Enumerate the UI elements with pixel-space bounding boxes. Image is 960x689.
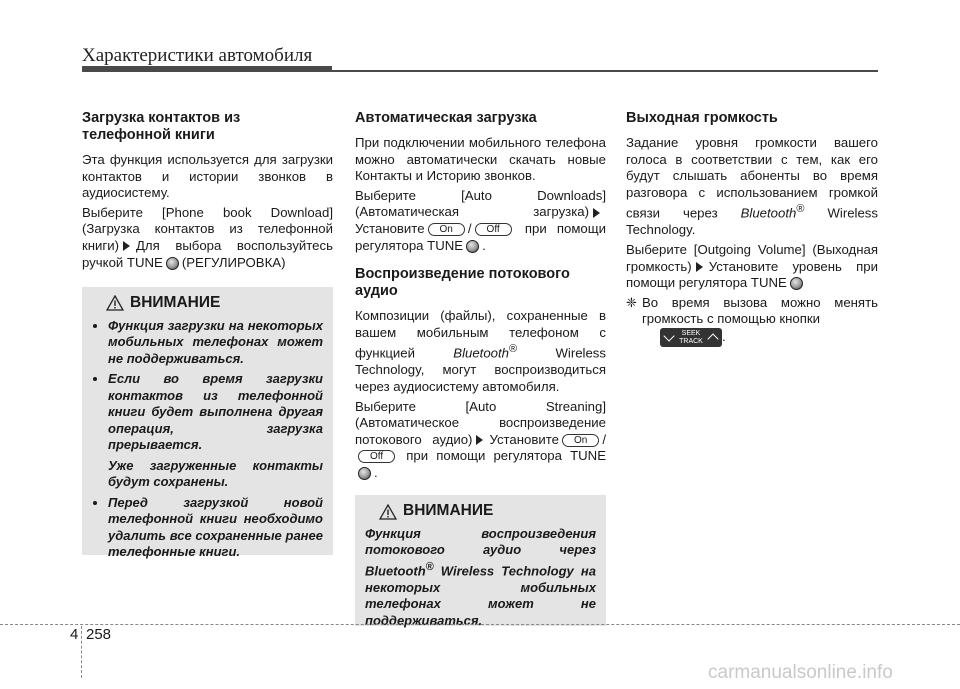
paragraph-phonebook-intro: Эта функция используется для загрузки контактов и истории звонков в аудиосистему. (82, 152, 333, 201)
warning-title (106, 295, 323, 312)
track-label: TRACK (679, 337, 703, 345)
text-with-tune: при помощи регулятора TUNE (355, 220, 606, 253)
arrow-right-icon (123, 241, 130, 251)
header-rule-thick (82, 66, 332, 72)
text-with-tune: при помощи регулятора TUNE (406, 448, 606, 464)
paragraph-phonebook-select (82, 205, 333, 271)
text-registered: ® (796, 203, 805, 216)
heading-outgoing-volume: Выходная громкость (626, 110, 778, 126)
off-button-icon: Off (475, 223, 512, 236)
text-select-phonebook: Выберите [Phone book Download] (Загрузка контактов из телефонной книги) (82, 204, 333, 253)
column-auto-download (355, 110, 606, 626)
warning-item: • Перед загрузкой новой телефонной книги необходимо удалить все сохраненные ранее телефонные книги. (108, 495, 323, 561)
warning-triangle-icon (379, 504, 397, 520)
warning-continuation: Уже загруженные контакты будут сохранены. (108, 457, 323, 490)
header-rule-thin (332, 70, 878, 72)
footer-dashed-divider (81, 626, 82, 678)
paragraph-streaming-intro (355, 308, 606, 395)
warning-title-text: ВНИМАНИЕ (403, 502, 494, 520)
text-regulation: (РЕГУЛИРОВКА) (181, 254, 286, 270)
arrow-right-icon (593, 208, 600, 218)
warning-title (379, 503, 596, 520)
tune-knob-icon (166, 257, 179, 270)
text-slash: / (467, 220, 472, 236)
warning-text-b: Wireless Technology на некоторых мобильных телефонах может не поддерживаться. (365, 563, 596, 628)
warning-item: • Функция загрузки на некоторых мобильных телефонах может не поддерживаться. (108, 318, 323, 368)
page-header-title: Характеристики автомобиля (82, 45, 313, 66)
tune-knob-icon (466, 240, 479, 253)
text-registered: ® (509, 343, 518, 356)
warning-triangle-icon (106, 295, 124, 311)
column-outgoing-volume (626, 110, 878, 347)
paragraph-volume-intro (626, 135, 878, 239)
warning-box-phonebook (82, 287, 333, 560)
text-bluetooth: Bluetooth (740, 205, 797, 221)
seek-track-button-icon (660, 328, 722, 347)
text-period: . (722, 328, 726, 344)
text-set: Установите (355, 220, 425, 236)
text-set-level: Установите уровень при помощи регулятора TUNE (626, 258, 878, 291)
paragraph-streaming-select (355, 399, 606, 482)
text-period: . (482, 237, 486, 253)
arrow-right-icon (696, 262, 703, 272)
column-phonebook (82, 110, 333, 560)
heading-auto-download: Автоматическая загрузка (355, 110, 537, 126)
text-select-volume: Выберите [Outgoing Volume] (Выходная громкость) (626, 241, 878, 274)
text-select-streaming: Выберите [Auto Streaning] (Автоматическое воспроизведение потокового аудио) (355, 398, 606, 447)
footer-dashed-rule (0, 624, 960, 625)
text-volume-b: Wireless Technology. (626, 205, 878, 238)
text-streaming-b: Wireless Technology, могут воспроизводиться через аудиосистему автомобиля. (355, 345, 606, 394)
arrow-right-icon (476, 435, 483, 445)
page-number: 258 (86, 626, 112, 643)
tune-knob-icon (358, 467, 371, 480)
chapter-number: 4 (70, 626, 79, 643)
watermark: carmanualsonline.info (708, 662, 893, 683)
warning-text (365, 526, 596, 629)
text-registered: ® (425, 560, 434, 573)
warning-list (92, 318, 323, 454)
text-slash: / (602, 431, 606, 447)
warning-item: • Если во время загрузки контактов из телефонной книги будет выполнена другая операция, загрузка прерывается. (108, 371, 323, 454)
text-bluetooth: Bluetooth (453, 345, 510, 361)
text-set: Установите (489, 431, 559, 447)
on-button-icon: On (428, 223, 465, 236)
text-streaming-a: Композиции (файлы), сохраненные в вашем мобильным телефоном с функцией (355, 308, 606, 361)
note-symbol-icon: ❈ (626, 294, 638, 310)
note-seek-track (626, 295, 878, 347)
on-button-icon: On (562, 434, 599, 447)
seek-label: SEEK (681, 329, 701, 337)
off-button-icon: Off (358, 450, 395, 463)
text-period: . (374, 464, 378, 480)
text-use-knob: Для выбора воспользуйтесь ручкой TUNE (82, 237, 333, 270)
warning-text-a: Функция воспроизведения потокового аудио через (365, 525, 596, 558)
text-select-auto-download: Выберите [Auto Downloads] (Автоматическая загрузка) (355, 187, 606, 220)
text-bluetooth: Bluetooth (365, 563, 426, 579)
warning-list (92, 495, 323, 561)
paragraph-volume-select (626, 242, 878, 292)
heading-streaming-audio: Воспроизведение потокового аудио (355, 266, 570, 300)
warning-title-text: ВНИМАНИЕ (130, 294, 221, 312)
text-volume-a: Задание уровня громкости вашего голоса в соответствии с тем, как его будут слышать абоненты во время разговора с использованием громкой связи через (626, 135, 878, 221)
heading-phonebook-download: Загрузка контактов из телефонной книги (82, 110, 241, 143)
paragraph-auto-download-intro: При подключении мобильного телефона можно автоматически скачать новые Контакты и Историю звонков. (355, 135, 606, 184)
tune-knob-icon (790, 277, 803, 290)
note-text: Во время вызова можно менять громкость с помощью кнопки (642, 294, 878, 327)
paragraph-auto-download-select (355, 188, 606, 254)
warning-box-streaming (355, 495, 606, 626)
